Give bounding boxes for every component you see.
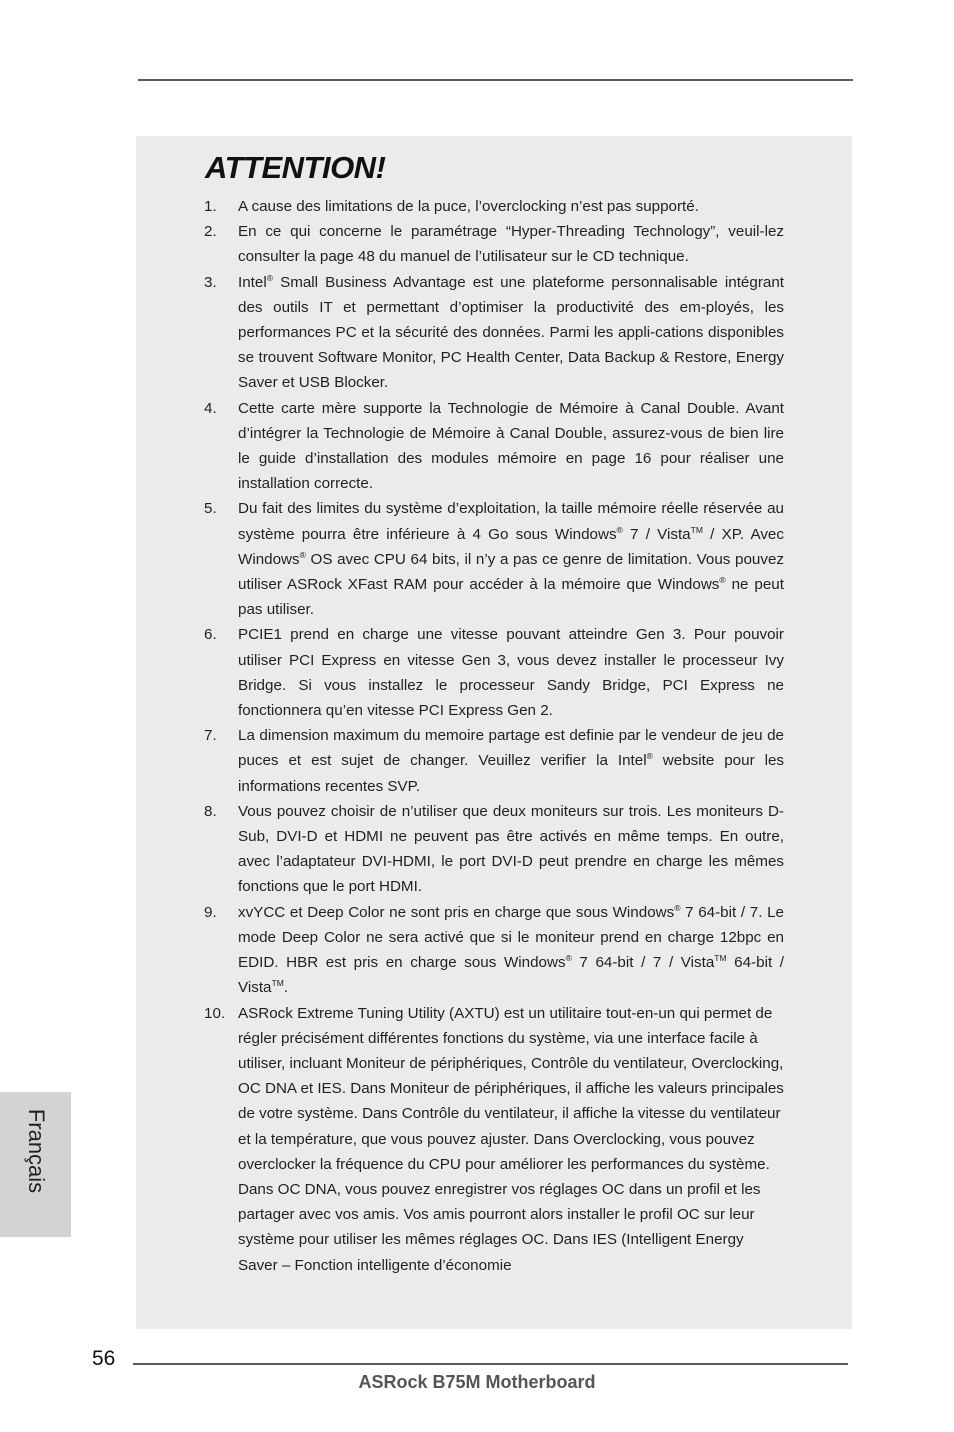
item-text: Cette carte mère supporte la Technologie de Mémoire à Canal Double. Avant d’intégrer la Technologie de Mémoire à Canal Double, assurez-vous de bien lire le guide d’installation des modules mémoire en page 16 pour réaliser une installation correcte. (238, 399, 784, 493)
list-item (204, 270, 784, 396)
list-item (204, 799, 784, 900)
list-item (204, 219, 784, 269)
list-item (204, 496, 784, 622)
trademark-mark: TM (690, 524, 703, 535)
notes-list (204, 194, 784, 1278)
registered-mark: ® (266, 272, 273, 283)
list-item (204, 396, 784, 497)
list-item (204, 1001, 784, 1278)
item-text: PCIE1 prend en charge une vitesse pouvant atteindre Gen 3. Pour pouvoir utiliser PCI Express en vitesse Gen 3, vous devez installer le processeur Ivy Bridge. Si vous installez le processeur Sandy Bridge, PCI Express ne fonctionnera qu’en vitesse PCI Express Gen 2. (238, 626, 784, 720)
item-text: ASRock Extreme Tuning Utility (AXTU) est un utilitaire tout-en-un qui permet de régler précisément différentes fonctions du système, via une interface facile à utiliser, incluant Moniteur de périphériques, Contrôle du ventilateur, Overclocking, OC DNA et IES. Dans Moniteur de périphériques, il affiche les valeurs principales de votre système. Dans Contrôle du ventilateur, il affiche la vitesse du ventilateur et la température, que vous pouvez ajuster. Dans Overclocking, vous pouvez overclocker la fréquence du CPU pour améliorer les performances du système. Dans OC DNA, vous pouvez enregistrer vos réglages OC dans un profil et les partager avec vos amis. Vos amis pourront alors installer le profil OC sur leur système pour utiliser les mêmes réglages OC. Dans IES (Intelligent Energy Saver – Fonction intelligente d’économie (238, 1004, 784, 1274)
list-item (204, 194, 784, 219)
header-rule (138, 79, 853, 81)
language-label: Français (24, 1108, 49, 1194)
item-text: Intel® Small Business Advantage est une plateforme personnalisable intégrant des outils IT et permettant d’optimiser la productivité des em-ployés, les performances PC et la sécurité des données. Parmi les appli-cations disponibles se trouvent Software Monitor, PC Health Center, Data Backup & Restore, Energy Saver et USB Blocker. (238, 272, 784, 392)
item-text: La dimension maximum du memoire partage est definie par le vendeur de jeu de puces et est sujet de changer. Veuillez verifier la Intel® website pour les informations recentes SVP. (238, 727, 784, 795)
list-item (204, 622, 784, 723)
item-number: 3. (204, 273, 217, 291)
item-text: A cause des limitations de la puce, l’overclocking n’est pas supporté. (238, 198, 699, 215)
footer-rule (133, 1363, 848, 1365)
item-number: 6. (204, 626, 217, 644)
item-number: 9. (204, 903, 217, 921)
page-number: 56 (92, 1347, 116, 1370)
registered-mark: ® (299, 549, 306, 560)
list-item (204, 723, 784, 799)
footer-product: ASRock B75M Motherboard (358, 1372, 596, 1392)
item-number: 5. (204, 500, 217, 518)
item-text: Du fait des limites du système d’exploitation, la taille mémoire réelle réservée au système pourra être inférieure à 4 Go sous Windows® 7 / Vista™ / XP. Avec Windows® OS avec CPU 64 bits, il n’y a pas ce genre de limitation. Vous pouvez utiliser ASRock XFast RAM pour accéder à la mémoire que Windows® ne peut pas utiliser. (238, 500, 784, 619)
item-text: Vous pouvez choisir de n’utiliser que deux moniteurs sur trois. Les moniteurs D-Sub, DVI-D et HDMI ne peuvent pas être activés en même temps. En outre, avec l’adaptateur DVI-HDMI, le port DVI-D peut prendre en charge les mêmes fonctions que le port HDMI. (238, 802, 784, 896)
registered-mark: ® (674, 902, 681, 913)
trademark-mark: TM (714, 953, 727, 964)
item-text: En ce qui concerne le paramétrage “Hyper-Threading Technology”, veuil-lez consulter la page 48 du manuel de l’utilisateur sur le CD technique. (238, 223, 784, 266)
item-number: 1. (204, 198, 217, 215)
item-number: 4. (204, 399, 217, 417)
item-number: 2. (204, 223, 217, 241)
registered-mark: ® (565, 953, 572, 964)
registered-mark: ® (719, 575, 726, 586)
item-number: 7. (204, 727, 217, 745)
item-text: xvYCC et Deep Color ne sont pris en charge que sous Windows® 7 64-bit / 7. Le mode Deep Color ne sera activé que si le moniteur prend en charge 12bpc en EDID. HBR est pris en charge sous Windows® 7 64-bit / 7 / Vista™ 64-bit / Vista™. (238, 902, 784, 997)
registered-mark: ® (646, 751, 653, 762)
registered-mark: ® (616, 524, 623, 535)
attention-title: ATTENTION! (205, 150, 386, 185)
list-item (204, 900, 784, 1001)
item-number: 10. (204, 1004, 226, 1022)
trademark-mark: TM (271, 978, 284, 989)
item-number: 8. (204, 802, 217, 820)
